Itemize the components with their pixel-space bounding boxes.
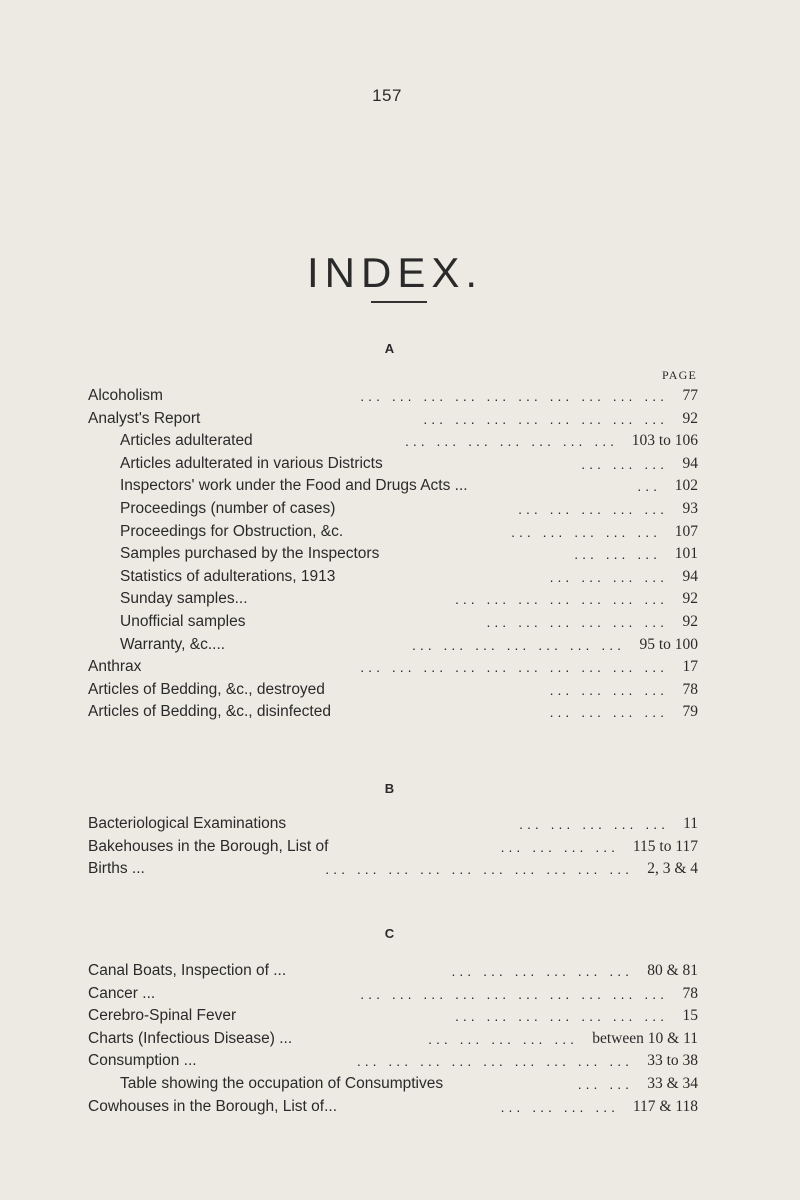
entry-page-ref: 17	[682, 658, 698, 676]
entry-label: Articles of Bedding, &c., destroyed	[88, 680, 325, 698]
section-b-entries	[88, 813, 698, 881]
entry-page-ref: 92	[682, 612, 698, 630]
entry-page-ref: 115 to 117	[632, 837, 698, 855]
entry-leader-dots: ... ... ... ... ... ... ... ... ... ...	[325, 861, 633, 878]
index-entry	[88, 836, 698, 859]
index-entry	[88, 408, 698, 431]
index-entry	[88, 385, 698, 408]
index-entry	[88, 1050, 698, 1073]
entry-leader-dots: ... ... ... ... ... ... ...	[454, 1008, 668, 1025]
entry-leader-dots: ... ... ... ... ... ... ... ... ... ...	[360, 388, 668, 404]
index-entry	[88, 475, 698, 498]
section-letter-a: A	[384, 341, 396, 356]
entry-leader-dots: ...	[637, 478, 661, 495]
entry-leader-dots: ... ... ... ...	[500, 838, 619, 855]
entry-leader-dots: ... ... ... ... ... ... ...	[454, 591, 668, 608]
entry-leader-dots: ... ... ... ...	[549, 681, 668, 698]
entry-label: Bakehouses in the Borough, List of	[88, 837, 329, 855]
entry-page-ref: 117 & 118	[632, 1097, 698, 1115]
entry-label: Unofficial samples	[120, 612, 246, 630]
index-entry	[88, 960, 698, 983]
entry-label: Articles of Bedding, &c., disinfected	[88, 703, 331, 721]
entry-page-ref: 2, 3 & 4	[647, 860, 698, 878]
index-entry	[88, 1073, 698, 1096]
entry-label: Consumption ...	[88, 1052, 197, 1070]
entry-page-ref: 33 & 34	[647, 1074, 698, 1092]
entry-leader-dots: ... ...	[577, 1075, 633, 1092]
entry-page-ref: 78	[682, 680, 698, 698]
entry-leader-dots: ... ... ... ... ... ...	[451, 963, 633, 979]
entry-label: Charts (Infectious Disease) ...	[88, 1029, 293, 1047]
entry-leader-dots: ... ... ... ... ... ... ... ... ...	[356, 1053, 633, 1070]
entry-page-ref: 79	[682, 703, 698, 721]
entry-page-ref: 94	[682, 567, 698, 585]
entry-label: Analyst's Report	[88, 409, 201, 427]
entry-label: Samples purchased by the Inspectors	[120, 545, 380, 563]
index-entry	[88, 656, 698, 679]
index-entry	[88, 521, 698, 544]
entry-leader-dots: ... ... ... ... ... ... ... ...	[423, 410, 668, 427]
entry-page-ref: 15	[682, 1007, 698, 1025]
entry-leader-dots: ... ... ... ... ...	[518, 500, 668, 517]
index-entry	[88, 1096, 698, 1119]
entry-leader-dots: ... ... ... ... ...	[511, 523, 661, 540]
entry-label: Cancer ...	[88, 984, 156, 1002]
index-entry	[88, 543, 698, 566]
entry-label: Anthrax	[88, 658, 142, 676]
entry-label: Articles adulterated in various Districts	[120, 454, 383, 472]
entry-label: Cowhouses in the Borough, List of...	[88, 1097, 338, 1115]
entry-label: Cerebro-Spinal Fever	[88, 1007, 237, 1025]
entry-page-ref: 95 to 100	[639, 635, 698, 653]
entry-leader-dots: ... ... ... ... ... ... ...	[404, 433, 618, 450]
entry-page-ref: between 10 & 11	[592, 1029, 698, 1047]
index-entry	[88, 430, 698, 453]
entry-label: Bacteriological Examinations	[88, 815, 287, 832]
entry-leader-dots: ... ... ... ... ... ...	[486, 613, 668, 630]
page-number: 157	[372, 86, 402, 105]
index-entry	[88, 813, 698, 836]
page-column-header: PAGE	[661, 368, 697, 382]
entry-label: Proceedings (number of cases)	[120, 499, 336, 517]
section-a-entries	[88, 385, 698, 724]
title-rule	[371, 301, 427, 303]
entry-label: Inspectors' work under the Food and Drugs Acts ...	[120, 477, 468, 495]
index-title: INDEX.	[306, 249, 484, 297]
index-entry	[88, 858, 698, 881]
index-entry	[88, 453, 698, 476]
index-entry	[88, 983, 698, 1006]
entry-page-ref: 93	[682, 499, 698, 517]
entry-page-ref: 107	[674, 522, 698, 540]
entry-leader-dots: ... ... ... ... ... ... ...	[411, 636, 625, 653]
index-entry	[88, 498, 698, 521]
entry-label: Proceedings for Obstruction, &c.	[120, 522, 344, 540]
entry-leader-dots: ... ... ... ...	[500, 1098, 619, 1115]
index-entry	[88, 611, 698, 634]
entry-page-ref: 78	[682, 984, 698, 1002]
entry-page-ref: 77	[682, 387, 698, 404]
entry-page-ref: 103 to 106	[631, 432, 698, 450]
index-entry	[88, 1005, 698, 1028]
entry-page-ref: 92	[682, 590, 698, 608]
entry-label: Articles adulterated	[120, 432, 253, 450]
entry-page-ref: 33 to 38	[647, 1052, 698, 1070]
entry-label: Canal Boats, Inspection of ...	[88, 962, 287, 979]
index-entry	[88, 566, 698, 589]
entry-leader-dots: ... ... ... ... ...	[428, 1030, 578, 1047]
entry-leader-dots: ... ... ... ... ... ... ... ... ... ...	[360, 985, 668, 1002]
entry-leader-dots: ... ... ...	[574, 546, 661, 563]
entry-leader-dots: ... ... ... ...	[549, 568, 668, 585]
index-entry	[88, 679, 698, 702]
entry-label: Table showing the occupation of Consumptives	[120, 1074, 444, 1092]
entry-page-ref: 92	[682, 409, 698, 427]
entry-label: Warranty, &c....	[120, 635, 226, 653]
index-entry	[88, 1028, 698, 1051]
index-entry	[88, 634, 698, 657]
entry-page-ref: 101	[674, 545, 698, 563]
entry-label: Alcoholism	[88, 387, 163, 404]
entry-leader-dots: ... ... ... ... ...	[519, 816, 669, 832]
index-entry	[88, 701, 698, 724]
entry-page-ref: 11	[683, 815, 698, 832]
section-c-entries	[88, 960, 698, 1118]
entry-page-ref: 80 & 81	[647, 962, 698, 979]
entry-page-ref: 102	[674, 477, 698, 495]
section-letter-b: B	[384, 781, 396, 796]
entry-leader-dots: ... ... ... ...	[549, 704, 668, 721]
entry-label: Births ...	[88, 860, 145, 878]
section-letter-c: C	[384, 926, 396, 941]
entry-leader-dots: ... ... ... ... ... ... ... ... ... ...	[360, 659, 668, 676]
entry-page-ref: 94	[682, 454, 698, 472]
index-entry	[88, 588, 698, 611]
entry-label: Sunday samples...	[120, 590, 248, 608]
entry-leader-dots: ... ... ...	[581, 455, 668, 472]
entry-label: Statistics of adulterations, 1913	[120, 567, 336, 585]
